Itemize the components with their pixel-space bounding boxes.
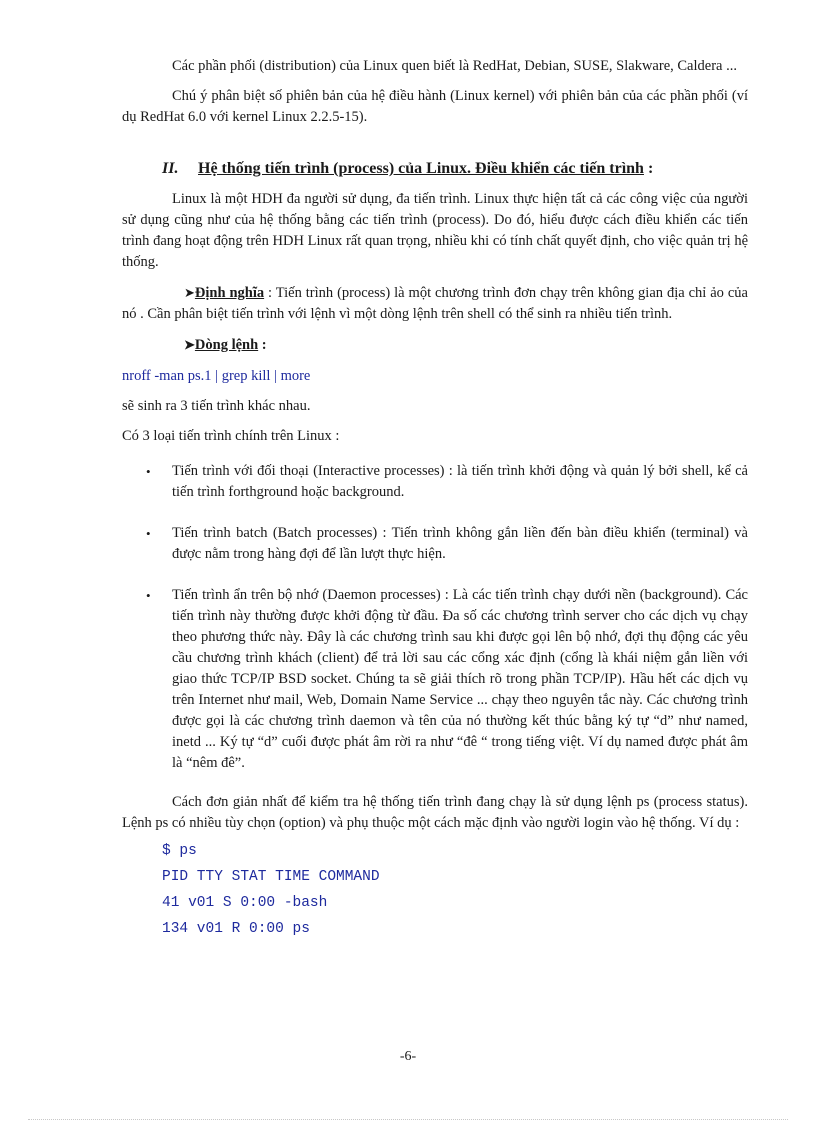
page-bottom-divider (28, 1119, 788, 1120)
process-intro-paragraph: Linux là một HDH đa người sử dụng, đa tiến trình. Linux thực hiện tất cả các công việc của người sử dụng cũng như của hệ thống bằng các tiến trình (process). Do đó, hiểu được cách điều khiển các tiến trình đang hoạt động trên HDH Linux rất quan trọng, nhiều khi có tính chất quyết định, cho việc quản trị hệ thống. (122, 191, 748, 270)
bullet-icon: • (146, 464, 151, 479)
definition-label: Định nghĩa (194, 285, 265, 301)
definition-paragraph (122, 282, 748, 325)
section-title: Hệ thống tiến trình (process) của Linux. Điều khiển các tiến trình (198, 160, 644, 177)
code-line: 41 v01 S 0:00 -bash (162, 895, 328, 911)
list-item-text: Tiến trình với đối thoại (Interactive processes) : là tiến trình khởi động và quản lý bởi shell, kể cả tiến trình forthground hoặc background. (172, 463, 748, 500)
list-item (122, 461, 748, 503)
cmdline-heading (122, 334, 748, 356)
cmdline-label: Dòng lệnh (194, 337, 259, 353)
cmdline-suffix: : (258, 337, 267, 353)
command-note: sẽ sinh ra 3 tiến trình khác nhau. (122, 398, 311, 414)
kernel-version-paragraph: Chú ý phân biệt số phiên bản của hệ điều hành (Linux kernel) với phiên bản của các phần phối (ví dụ RedHat 6.0 với kernel Linux 2.2.5-15). (122, 88, 748, 125)
section-number: II. (162, 160, 179, 177)
page-content (122, 56, 748, 942)
list-item (122, 523, 748, 565)
bullet-icon: • (146, 526, 151, 541)
code-line: PID TTY STAT TIME COMMAND (162, 869, 380, 885)
section-title-suffix: : (643, 160, 654, 177)
list-item-text: Tiến trình batch (Batch processes) : Tiến trình không gắn liền đến bàn điều khiển (terminal) và được nằm trong hàng đợi để lần lượt thực hiện. (172, 525, 748, 562)
list-item (122, 585, 748, 774)
bullet-icon: • (146, 588, 151, 603)
definition-text: : Tiến trình (process) là một chương trình đơn chạy trên không gian địa chỉ ảo của nó . Cần phân biệt tiến trình với lệnh vì một dòng lệnh trên shell có thể sinh ra nhiều tiến trình. (122, 285, 748, 322)
ps-check-paragraph: Cách đơn giản nhất để kiểm tra hệ thống tiến trình đang chạy là sử dụng lệnh ps (process status). Lệnh ps có nhiều tùy chọn (option) và phụ thuộc một cách mặc định vào người login vào hệ thống. Ví dụ : (122, 794, 748, 831)
types-intro: Có 3 loại tiến trình chính trên Linux : (122, 428, 340, 444)
code-line: 134 v01 R 0:00 ps (162, 921, 310, 937)
list-item-text: Tiến trình ẩn trên bộ nhớ (Daemon processes) : Là các tiến trình chạy dưới nền (background). Các tiến trình này thường được khởi động từ đầu. Đa số các chương trình server cho các dịch vụ chạy theo phương thức này. Đây là các chương trình sau khi được gọi lên bộ nhớ, đợi thụ động các yêu cầu chương trình khách (client) để trả lời sau các cổng xác định (cổng là khái niệm gắn liền với giao thức TCP/IP BSD socket. Chúng ta sẽ giải thích rõ trong phần TCP/IP). Hầu hết các dịch vụ trên Internet như mail, Web, Domain Name Service ... chạy theo nguyên tắc này. Các chương trình được gọi là các chương trình daemon và tên của nó thường kết thúc bằng ký tự “d” như named, inetd ... Ký tự “d” cuối được phát âm rời ra như “đê “ trong tiếng việt. Ví dụ named được phát âm là “nêm đê”. (172, 587, 748, 771)
arrow-bullet-icon: ➤ (184, 285, 195, 300)
arrow-bullet-icon: ➤ (184, 337, 195, 352)
section-heading (162, 158, 748, 180)
process-types-list (122, 461, 748, 774)
code-block (162, 838, 748, 942)
code-line: $ ps (162, 843, 197, 859)
distribution-paragraph: Các phần phối (distribution) của Linux quen biết là RedHat, Debian, SUSE, Slakware, Caldera ... (172, 58, 737, 74)
command-example: nroff -man ps.1 | grep kill | more (122, 368, 311, 384)
page-number: -6- (399, 1049, 417, 1064)
